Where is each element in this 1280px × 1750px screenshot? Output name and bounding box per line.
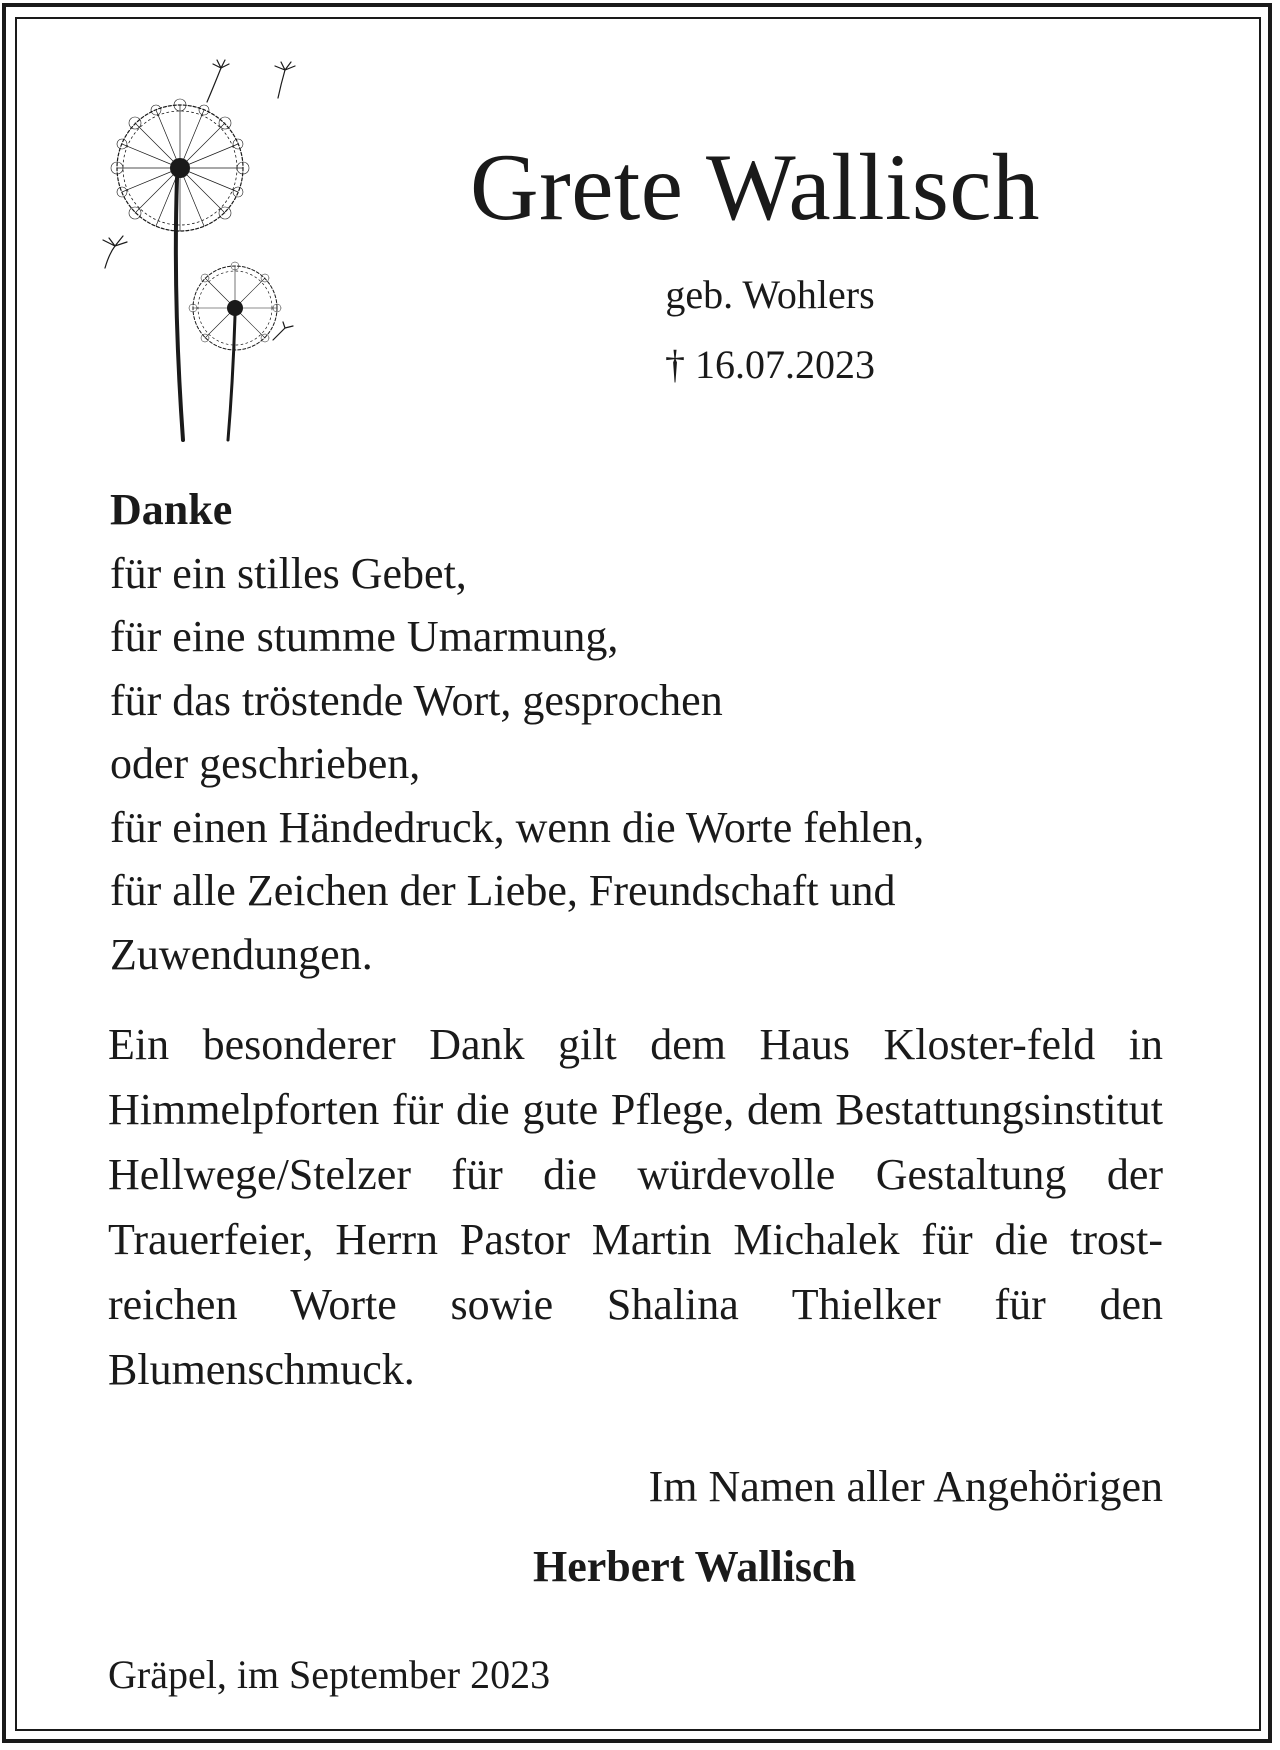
death-date: † 16.07.2023 [665, 342, 875, 387]
deceased-name: Grete Wallisch [469, 134, 1041, 240]
dandelion-icon [95, 40, 325, 450]
thanks-paragraph: Ein besonderer Dank gilt dem Haus Kloster-feld in Himmelpforten für die gute Pflege, dem Bestattungsinstitut Hellwege/Stelzer für die würdevolle Gestaltung der Trauerfeier, Herrn Pastor Martin Michalek für die trost-reichen Worte sowie Shalina Thielker für den Blumenschmuck. [108, 1020, 1163, 1394]
poem-line: für eine stumme Umarmung, [110, 612, 619, 661]
birth-name: geb. Wohlers [665, 272, 875, 317]
poem-line: für alle Zeichen der Liebe, Freundschaft und [110, 866, 896, 915]
poem [110, 478, 1170, 986]
poem-line: für einen Händedruck, wenn die Worte fehlen, [110, 802, 925, 852]
poem-line: für ein stilles Gebet, [110, 548, 467, 598]
place-date: Gräpel, im September 2023 [108, 1652, 551, 1697]
poem-line: Zuwendungen. [110, 929, 373, 979]
poem-line: oder geschrieben, [110, 739, 421, 788]
signer-name: Herbert Wallisch [533, 1542, 857, 1591]
on-behalf-line: Im Namen aller Angehörigen [648, 1462, 1163, 1511]
poem-heading: Danke [110, 485, 233, 534]
poem-line: für das tröstende Wort, gesprochen [110, 675, 723, 725]
